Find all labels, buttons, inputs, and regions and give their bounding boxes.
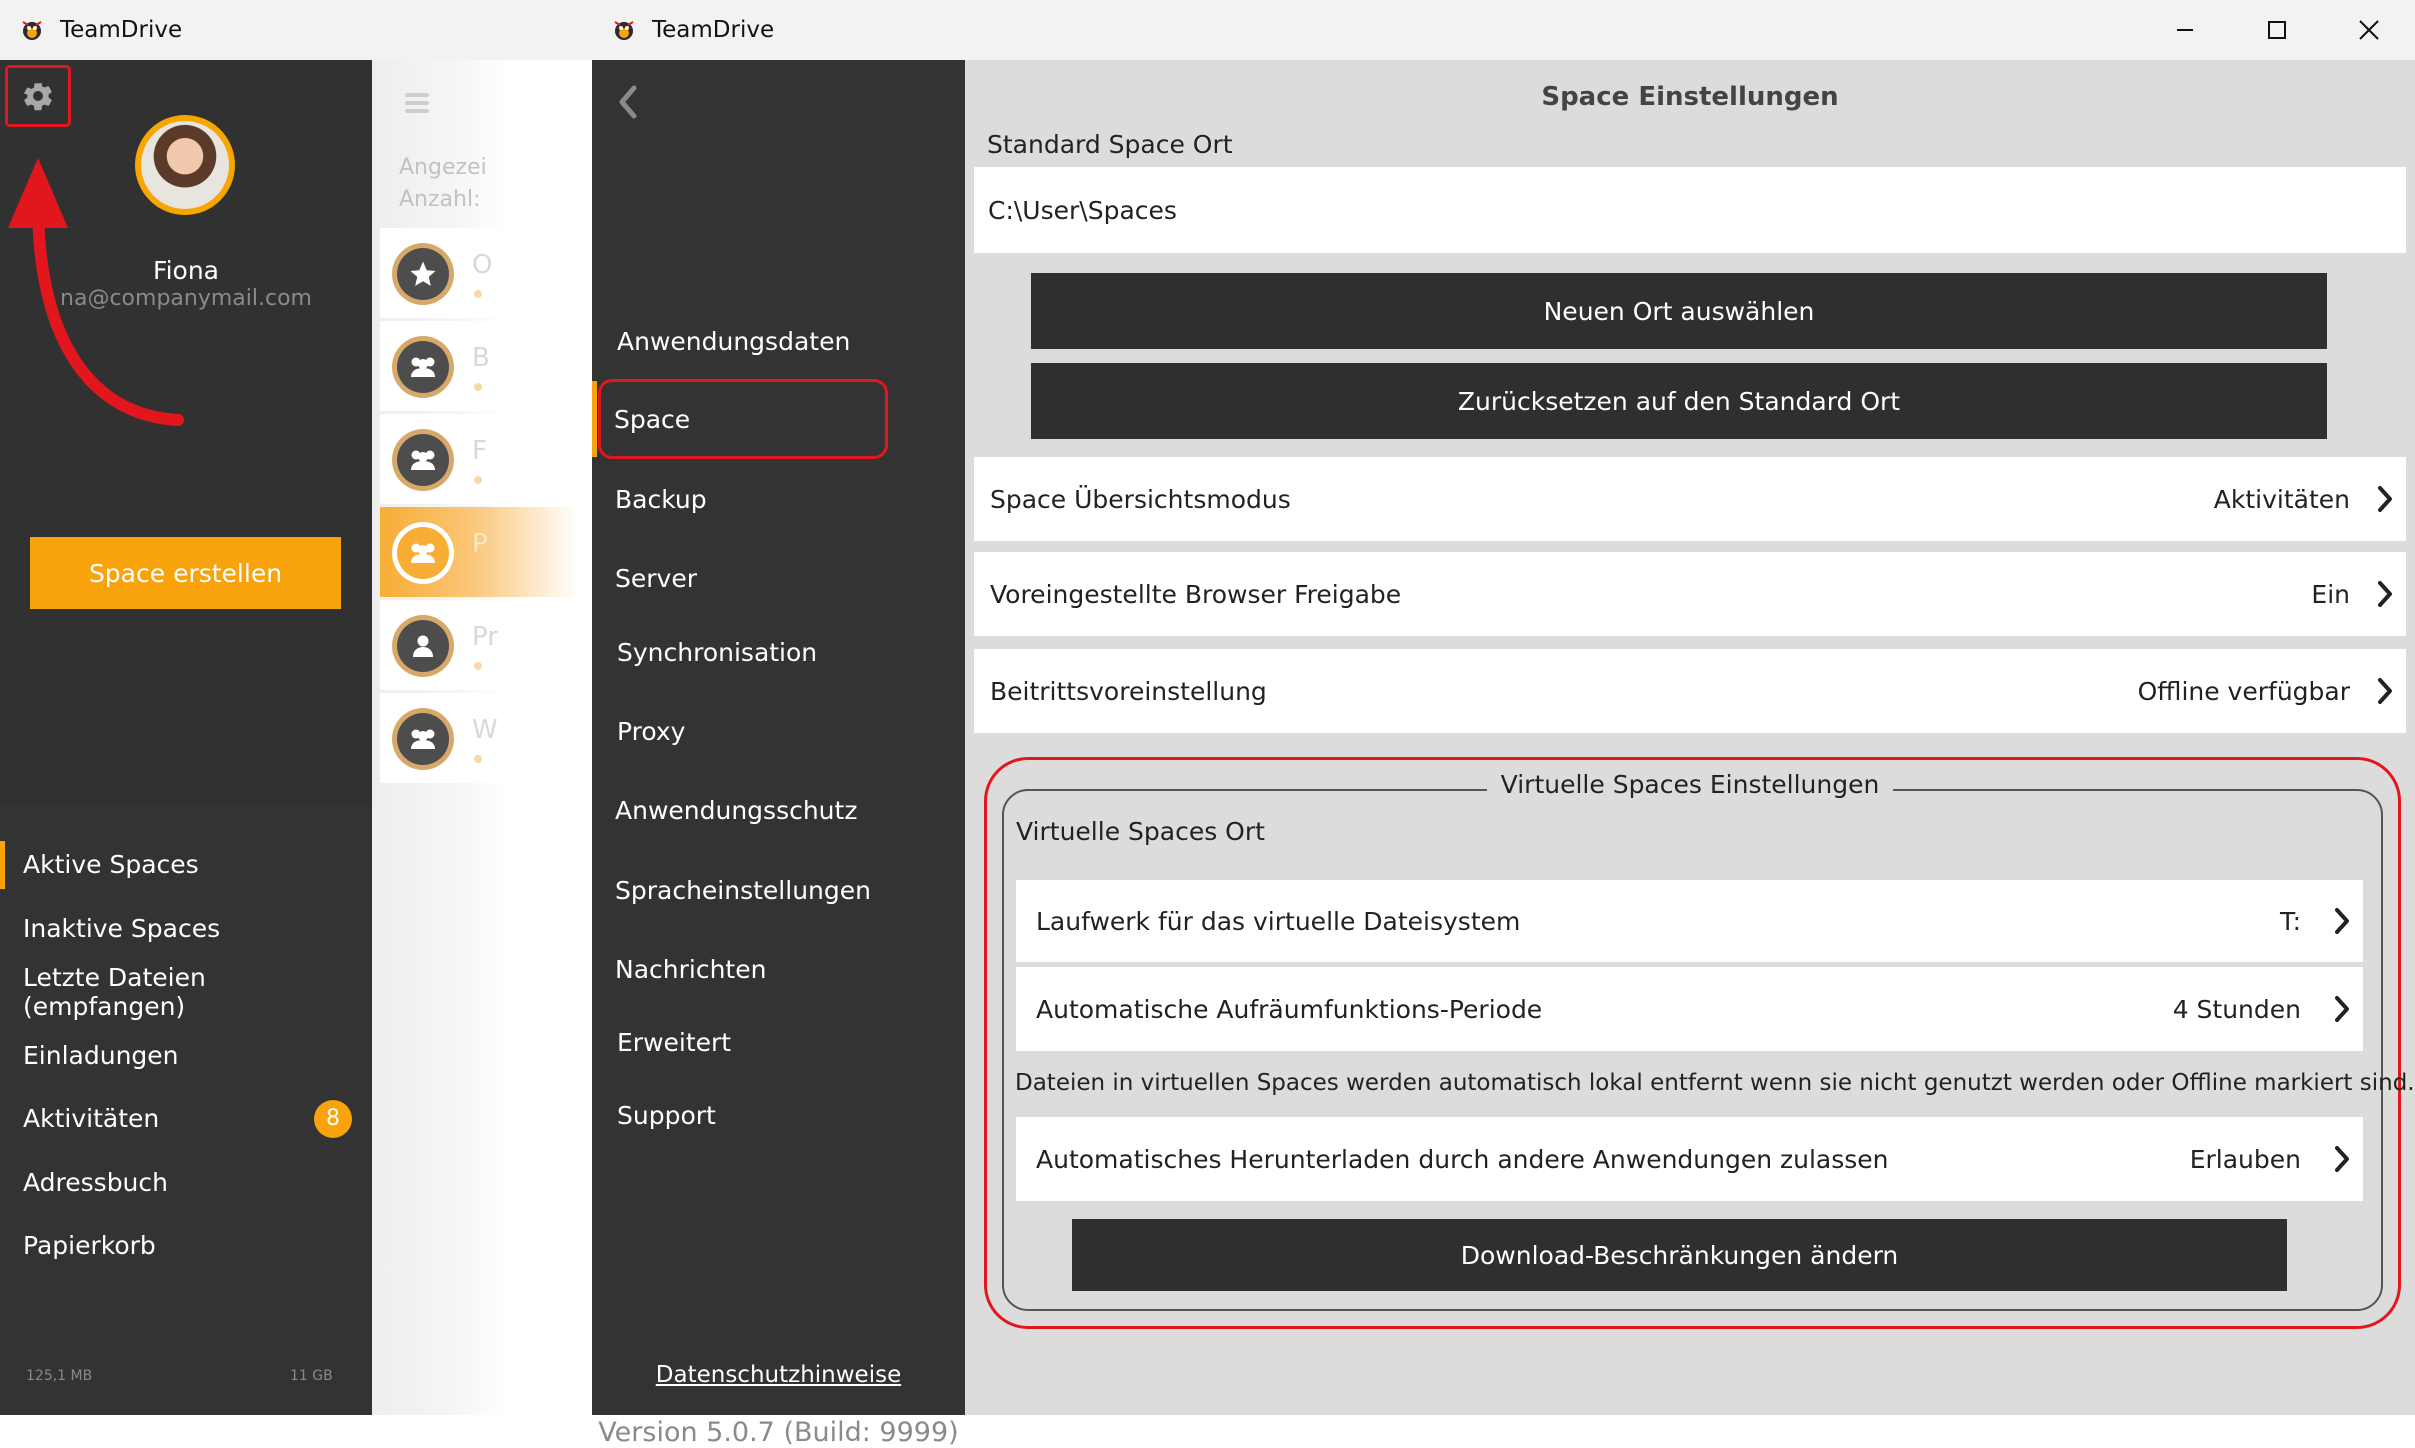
space-icon-inner — [397, 620, 449, 672]
settings-nav-anwendungsdaten[interactable]: Anwendungsdaten — [617, 327, 851, 356]
close-icon — [2358, 19, 2380, 41]
space-name: O — [472, 250, 493, 280]
row-label: Automatische Aufräumfunktions-Periode — [1036, 994, 1543, 1024]
space-icon — [392, 615, 454, 677]
back-chevron-icon[interactable] — [614, 82, 640, 122]
list-item[interactable] — [380, 693, 600, 783]
settings-nav-spracheinstellungen[interactable]: Spracheinstellungen — [615, 876, 871, 905]
auto-download-row[interactable] — [1016, 1117, 2363, 1201]
virtual-spaces-note: Dateien in virtuellen Spaces werden automatisch lokal entfernt wenn sie nicht genutzt werden oder Offline markiert sind. — [1015, 1070, 2415, 1096]
activity-count-badge: 8 — [314, 1100, 352, 1138]
status-dot — [474, 290, 482, 298]
window-controls — [2139, 0, 2415, 60]
settings-nav-space[interactable] — [598, 379, 888, 459]
storage-total: 11 GB — [290, 1368, 333, 1384]
settings-nav-label: Space — [614, 404, 691, 434]
settings-nav-nachrichten[interactable]: Nachrichten — [615, 955, 767, 984]
group-icon — [406, 353, 440, 381]
maximize-button[interactable] — [2231, 0, 2323, 60]
standard-space-path-field: C:\User\Spaces — [974, 167, 2406, 253]
space-name: F — [472, 436, 487, 466]
nav-item-label: Papierkorb — [23, 1231, 156, 1261]
settings-nav-synchronisation[interactable]: Synchronisation — [617, 638, 818, 667]
settings-nav-server[interactable]: Server — [615, 564, 697, 593]
nav-item-adressbuch[interactable] — [0, 1151, 372, 1215]
nav-item-aktivitaeten[interactable] — [0, 1087, 372, 1151]
list-item[interactable] — [380, 228, 600, 318]
status-dot — [474, 755, 482, 763]
space-icon — [392, 243, 454, 305]
nav-item-label: Adressbuch — [23, 1167, 168, 1197]
settings-nav-proxy[interactable]: Proxy — [617, 717, 686, 746]
nav-item-letzte-dateien[interactable] — [0, 960, 372, 1024]
nav-item-label: Letzte Dateien (empfangen) — [23, 962, 206, 1021]
user-name: Fiona — [153, 256, 219, 285]
left-titlebar — [0, 0, 600, 60]
reset-location-button[interactable]: Zurücksetzen auf den Standard Ort — [1031, 363, 2327, 439]
virtual-spaces-group-title — [965, 770, 2415, 799]
space-icon — [392, 708, 454, 770]
list-item[interactable] — [380, 414, 600, 504]
settings-window-title: TeamDrive — [652, 17, 775, 43]
standard-space-location-label: Standard Space Ort — [987, 130, 1233, 159]
space-list-info — [399, 152, 487, 216]
create-space-button[interactable]: Space erstellen — [30, 537, 341, 609]
join-default-row[interactable] — [974, 649, 2406, 733]
space-name: P — [472, 529, 488, 559]
list-item[interactable] — [380, 600, 600, 690]
person-icon — [409, 632, 437, 660]
row-value: T: — [2280, 906, 2301, 936]
space-icon-inner — [397, 713, 449, 765]
left-window-title: TeamDrive — [60, 17, 183, 43]
row-label: Voreingestellte Browser Freigabe — [990, 579, 1402, 609]
group-icon — [406, 539, 440, 567]
nav-item-aktive-spaces[interactable] — [0, 833, 372, 897]
space-name: Pr — [472, 622, 498, 652]
chevron-right-icon — [2374, 676, 2396, 706]
space-icon-inner — [397, 248, 449, 300]
status-dot — [474, 662, 482, 670]
nav-item-papierkorb[interactable] — [0, 1214, 372, 1278]
download-limits-button[interactable]: Download-Beschränkungen ändern — [1072, 1219, 2287, 1291]
row-value: Erlauben — [2189, 1144, 2301, 1174]
space-list — [380, 228, 600, 786]
chevron-right-icon — [2331, 1144, 2353, 1174]
red-arrow-annotation-icon — [0, 130, 190, 450]
space-icon-inner — [397, 341, 449, 393]
space-list-info-line: Angezei — [399, 155, 487, 180]
group-title-text: Virtuelle Spaces Einstellungen — [1487, 770, 1894, 799]
minimize-button[interactable] — [2139, 0, 2231, 60]
choose-new-location-button[interactable]: Neuen Ort auswählen — [1031, 273, 2327, 349]
nav-item-label: Inaktive Spaces — [23, 913, 221, 943]
chevron-right-icon — [2331, 906, 2353, 936]
settings-button[interactable] — [5, 65, 71, 127]
close-button[interactable] — [2323, 0, 2415, 60]
cleanup-period-row[interactable] — [1016, 967, 2363, 1051]
gear-icon — [21, 79, 55, 113]
row-label: Space Übersichtsmodus — [990, 484, 1291, 514]
settings-titlebar — [592, 0, 2415, 60]
privacy-link[interactable]: Datenschutzhinweise — [655, 1362, 902, 1388]
settings-content — [965, 60, 2415, 1415]
settings-nav-backup[interactable]: Backup — [615, 485, 707, 514]
storage-used: 125,1 MB — [26, 1368, 93, 1384]
status-dot — [474, 476, 482, 484]
space-icon — [392, 429, 454, 491]
space-icon-inner — [397, 434, 449, 486]
nav-item-einladungen[interactable] — [0, 1024, 372, 1088]
row-value: Aktivitäten — [2213, 484, 2350, 514]
space-name: W — [472, 715, 498, 745]
space-icon — [392, 522, 454, 584]
page-title: Space Einstellungen — [1541, 82, 1839, 112]
row-label: Beitrittsvoreinstellung — [990, 676, 1267, 706]
nav-item-label: Aktive Spaces — [23, 850, 199, 880]
left-sidebar — [0, 60, 372, 1415]
row-value: 4 Stunden — [2172, 994, 2301, 1024]
left-app-window — [0, 0, 600, 1415]
status-dot — [474, 383, 482, 391]
teamdrive-logo-icon — [610, 16, 638, 44]
space-list-info-line: Anzahl: — [399, 187, 481, 212]
maximize-icon — [2267, 20, 2287, 40]
list-item-selected[interactable] — [380, 507, 600, 597]
main-nav — [0, 833, 372, 1278]
teamdrive-logo-icon — [18, 16, 46, 44]
row-label: Laufwerk für das virtuelle Dateisystem — [1036, 906, 1521, 936]
star-icon — [408, 259, 438, 289]
minimize-icon — [2175, 20, 2195, 40]
row-label: Automatisches Herunterladen durch andere Anwendungen zulassen — [1036, 1144, 1889, 1174]
chevron-right-icon — [2331, 994, 2353, 1024]
group-icon — [406, 446, 440, 474]
settings-nav-support[interactable]: Support — [617, 1101, 716, 1130]
row-value: Ein — [2311, 579, 2350, 609]
list-item[interactable] — [380, 321, 600, 411]
nav-item-label: Aktivitäten — [23, 1104, 160, 1134]
space-icon — [392, 336, 454, 398]
browser-share-row[interactable] — [974, 552, 2406, 636]
virtual-spaces-location-label: Virtuelle Spaces Ort — [1016, 817, 1265, 846]
menu-icon[interactable] — [402, 90, 432, 116]
space-list-panel — [372, 60, 600, 1415]
nav-item-inaktive-spaces[interactable] — [0, 897, 372, 961]
selected-indicator — [592, 381, 597, 457]
chevron-right-icon — [2374, 579, 2396, 609]
space-name: B — [472, 343, 490, 373]
space-overview-mode-row[interactable] — [974, 457, 2406, 541]
settings-nav — [592, 60, 965, 1448]
chevron-right-icon — [2374, 484, 2396, 514]
space-icon-inner — [397, 527, 449, 579]
group-icon — [406, 725, 440, 753]
row-value: Offline verfügbar — [2137, 676, 2350, 706]
user-email: na@companymail.com — [60, 286, 312, 311]
nav-item-label: Einladungen — [23, 1040, 179, 1070]
version-label: Version 5.0.7 (Build: 9999) — [598, 1417, 959, 1448]
settings-nav-erweitert[interactable]: Erweitert — [617, 1028, 732, 1057]
settings-nav-anwendungsschutz[interactable]: Anwendungsschutz — [615, 796, 858, 825]
virtual-drive-row[interactable] — [1016, 880, 2363, 962]
settings-window — [592, 0, 2415, 1448]
